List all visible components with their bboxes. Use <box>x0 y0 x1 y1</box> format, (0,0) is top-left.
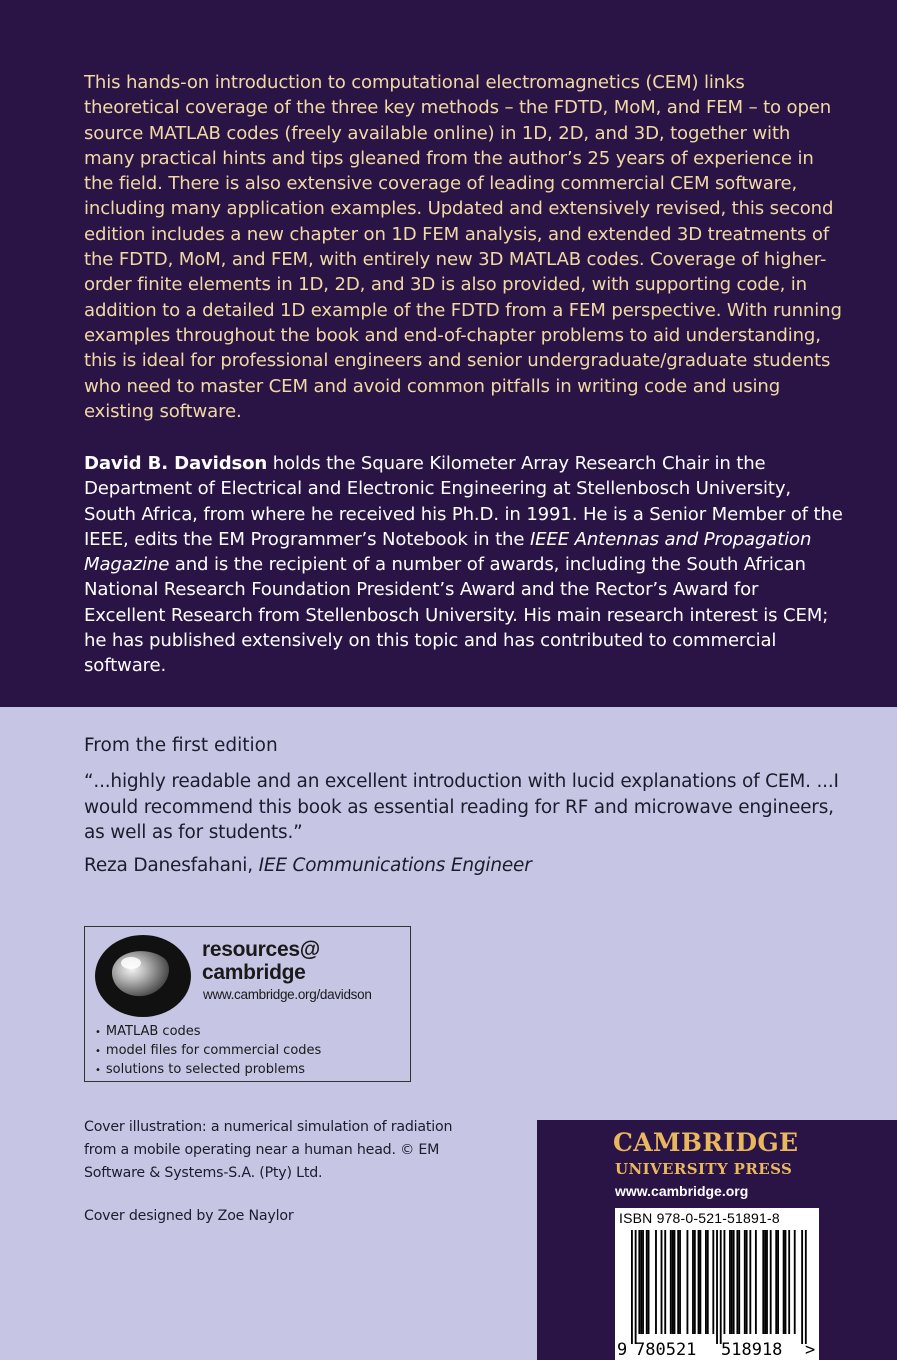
barcode-bar <box>698 1230 700 1334</box>
barcode-bar <box>777 1230 779 1334</box>
author-name: David B. Davidson <box>84 453 268 474</box>
reviewer-publication: IEE Communications Engineer <box>258 855 532 876</box>
barcode-bar <box>672 1230 674 1334</box>
publisher-panel <box>537 1120 897 1360</box>
review-quote: “...highly readable and an excellent introduction with lucid explanations of CEM. ...I would recommend this book as essential reading for RF and microwave engineers, as well as for students.” <box>84 771 839 843</box>
barcode-bar <box>631 1230 633 1344</box>
resources-title-line1: resources@ <box>202 938 320 961</box>
barcode-bar <box>664 1230 666 1334</box>
barcode-bar <box>794 1230 796 1334</box>
review-heading: From the first edition <box>84 735 278 756</box>
barcode-bar <box>674 1230 676 1334</box>
barcode <box>615 1208 819 1360</box>
publisher-press: UNIVERSITY PRESS <box>615 1160 793 1178</box>
resources-box <box>84 926 411 1082</box>
barcode-bar <box>788 1230 790 1334</box>
resources-list <box>95 1023 321 1080</box>
barcode-bar <box>749 1230 751 1334</box>
barcode-bar <box>738 1230 740 1334</box>
barcode-bar <box>661 1230 663 1334</box>
barcode-arrow: > <box>805 1340 816 1360</box>
barcode-bar <box>646 1230 648 1334</box>
barcode-bar <box>670 1230 672 1334</box>
barcode-bar <box>733 1230 735 1334</box>
resources-logo-icon <box>93 933 193 1019</box>
barcode-bar <box>736 1230 738 1334</box>
barcode-bar <box>766 1230 768 1334</box>
barcode-bar <box>655 1230 657 1334</box>
barcode-bar <box>729 1230 731 1334</box>
isbn-label: ISBN 978-0-521-51891-8 <box>619 1210 780 1226</box>
author-bio <box>84 451 844 679</box>
barcode-bar <box>731 1230 733 1334</box>
barcode-bar <box>805 1230 807 1344</box>
cover-designer-credit: Cover designed by Zoe Naylor <box>84 1208 294 1224</box>
resources-item: • MATLAB codes <box>95 1023 321 1042</box>
barcode-bar <box>762 1230 764 1334</box>
barcode-bars <box>631 1230 807 1344</box>
publisher-website[interactable]: www.cambridge.org <box>615 1183 749 1199</box>
barcode-bar <box>687 1230 689 1334</box>
barcode-right-digits: 518918 <box>721 1340 783 1360</box>
isbn-barcode-box <box>615 1208 819 1360</box>
barcode-bar <box>746 1230 748 1334</box>
barcode-bar <box>783 1230 785 1334</box>
barcode-bar <box>755 1230 757 1334</box>
resources-item: • model files for commercial codes <box>95 1042 321 1061</box>
barcode-bar <box>775 1230 777 1334</box>
barcode-bar <box>679 1230 681 1334</box>
barcode-bar <box>744 1230 746 1334</box>
author-bio-part1: holds the Square Kilometer Array Research Chair in the Department of Electrical and Electronic Engineering at Stellenbosch University, South Africa, from where he received his Ph.D. in 1991. He is a Senior Member of the IEEE, edits the EM Programmer’s Notebook in the <box>84 453 843 550</box>
resources-title <box>202 938 320 984</box>
resources-title-line2: cambridge <box>202 961 306 984</box>
publisher-name: CAMBRIDGE <box>613 1128 799 1157</box>
barcode-bar <box>648 1230 650 1334</box>
barcode-bar <box>785 1230 787 1334</box>
magazine-title: IEEE Antennas and Propagation Magazine <box>84 528 812 576</box>
barcode-bar <box>764 1230 766 1334</box>
resources-item: • solutions to selected problems <box>95 1061 321 1080</box>
barcode-bar <box>716 1230 718 1344</box>
barcode-bar <box>712 1230 714 1334</box>
barcode-bar <box>707 1230 709 1334</box>
barcode-bar <box>677 1230 679 1334</box>
barcode-bar <box>642 1230 644 1334</box>
reviewer-name: Reza Danesfahani, <box>84 855 259 876</box>
barcode-bar <box>640 1230 642 1334</box>
barcode-first-digit: 9 <box>617 1340 628 1360</box>
barcode-bar <box>692 1230 694 1334</box>
reviewer-credit <box>84 853 532 878</box>
barcode-bar <box>770 1230 772 1334</box>
barcode-left-digits: 780521 <box>635 1340 697 1360</box>
barcode-bar <box>801 1230 803 1344</box>
author-bio-part2: and is the recipient of a number of awards, including the South African National Research Foundation President’s Award and the Rector’s Award for Excellent Research from Stellenbosch University. His main research interest is CEM; he has published extensively on this topic and has contributed to commercial software. <box>84 554 829 677</box>
barcode-bar <box>705 1230 707 1334</box>
barcode-bar <box>699 1230 701 1334</box>
resources-url[interactable]: www.cambridge.org/davidson <box>203 987 372 1002</box>
barcode-bar <box>694 1230 696 1334</box>
cover-illustration-credit: Cover illustration: a numerical simulation of radiation from a mobile operating near a human head. © EM Software & Systems-S.A. (Pty) Ltd. <box>84 1119 453 1181</box>
barcode-bar <box>638 1230 640 1334</box>
barcode-bar <box>724 1230 726 1334</box>
barcode-bar <box>720 1230 722 1344</box>
barcode-bar <box>635 1230 637 1344</box>
book-description: This hands-on introduction to computational electromagnetics (CEM) links theoretical coverage of the three key methods – the FDTD, MoM, and FEM – to open source MATLAB codes (freely available online) in 1D, 2D, and 3D, together with many practical hints and tips gleaned from the author’s 25 years of experience in the field. There is also extensive coverage of leading commercial CEM software, including many application examples. Updated and extensively revised, this second edition includes a new chapter on 1D FEM analysis, and extended 3D treatments of the FDTD, MoM, and FEM, with entirely new 3D MATLAB codes. Coverage of higher-order finite elements in 1D, 2D, and 3D is also provided, with supporting code, in addition to a detailed 1D example of the FDTD from a FEM perspective. With running examples throughout the book and end-of-chapter problems to aid understanding, this is ideal for professional engineers and senior undergraduate/graduate students who need to master CEM and avoid common pitfalls in writing code and using existing software. <box>84 72 842 422</box>
